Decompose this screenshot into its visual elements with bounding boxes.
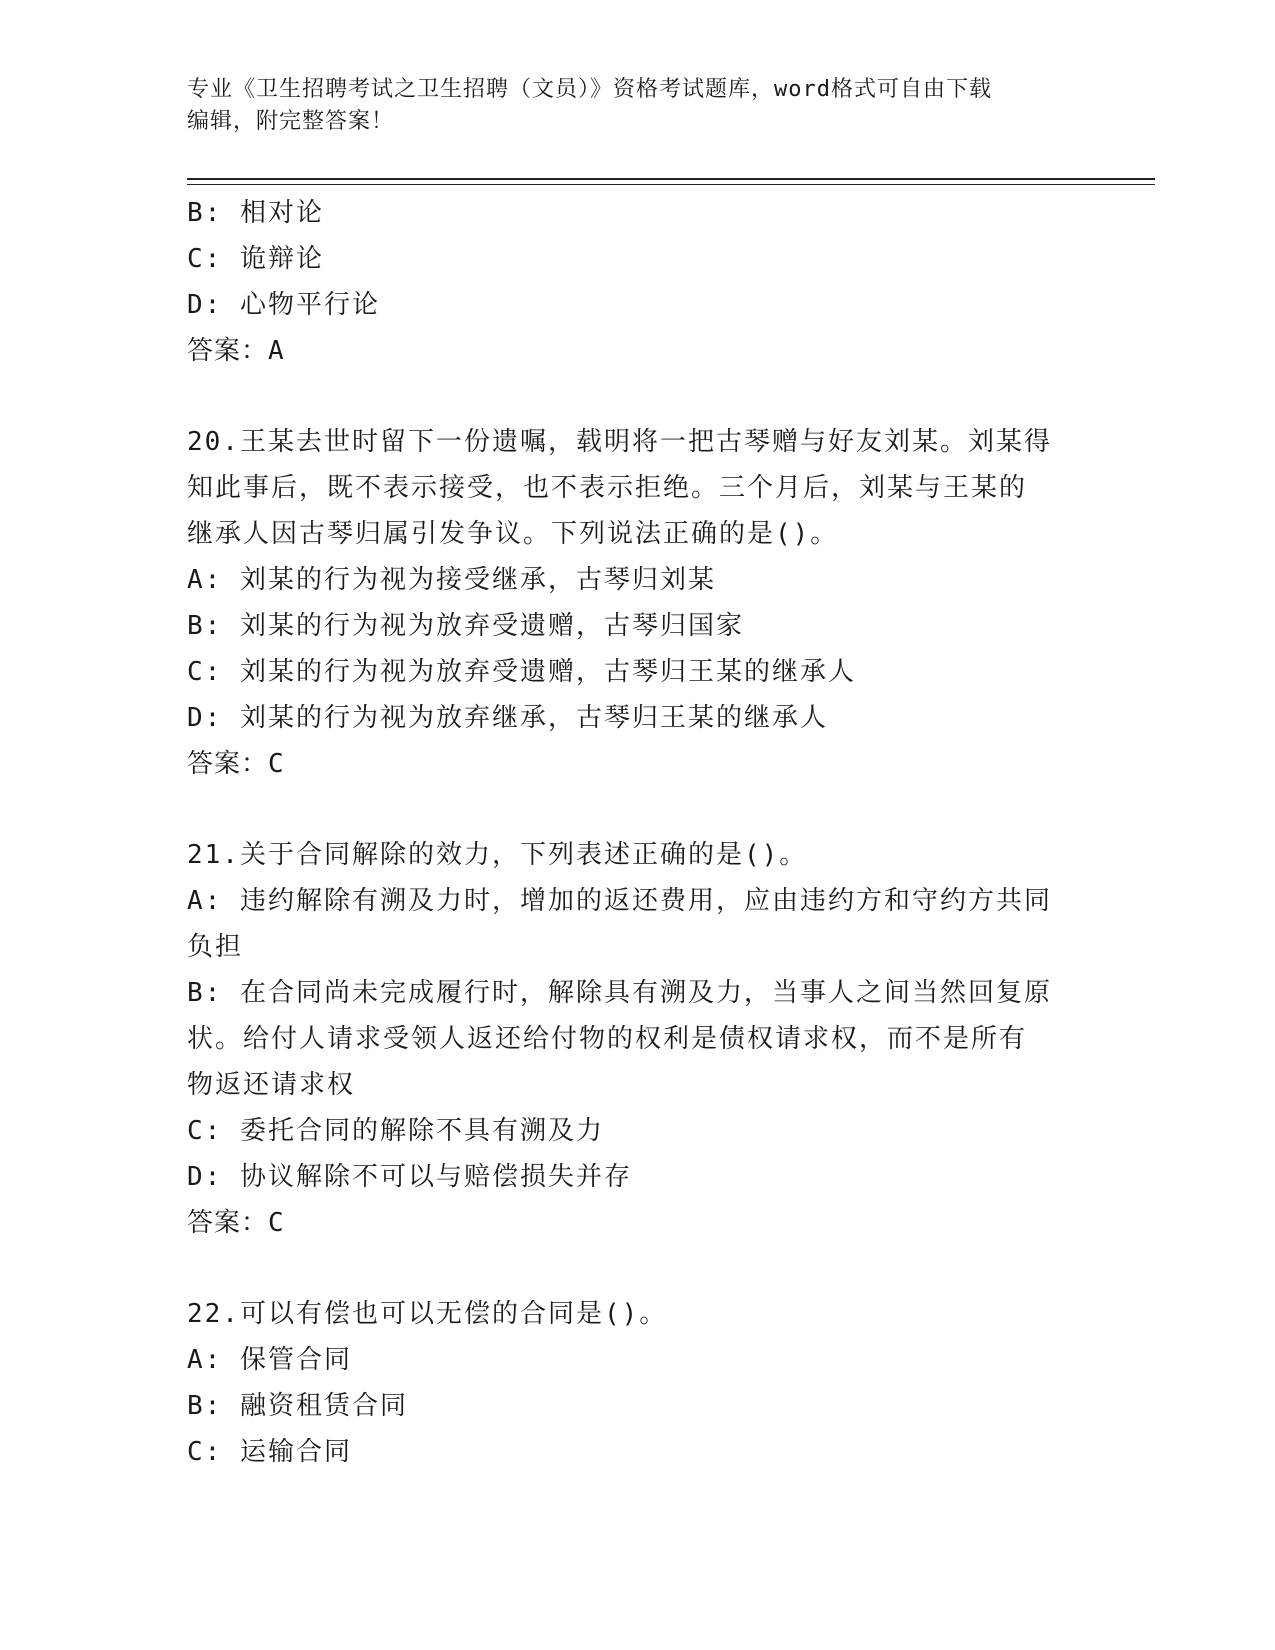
option-b-line: B: 在合同尚未完成履行时，解除具有溯及力，当事人之间当然回复原 (187, 978, 1052, 1008)
option-b: B: 刘某的行为视为放弃受遗赠，古琴归国家 (187, 611, 744, 641)
option-a: A: 保管合同 (187, 1345, 352, 1375)
question-stem-line: 继承人因古琴归属引发争议。下列说法正确的是()。 (187, 519, 839, 549)
document-header (187, 74, 1067, 138)
question-22 (187, 1291, 1087, 1475)
option-d: D: 刘某的行为视为放弃继承，古琴归王某的继承人 (187, 703, 828, 733)
answer: 答案：C (187, 749, 285, 779)
question-20 (187, 419, 1087, 787)
option-b-line: 状。给付人请求受领人返还给付物的权利是债权请求权，而不是所有 (187, 1024, 1028, 1054)
option-c: C: 刘某的行为视为放弃受遗赠，古琴归王某的继承人 (187, 657, 856, 687)
option-d: D: 心物平行论 (187, 290, 380, 320)
question-stem-line: 知此事后，既不表示接受，也不表示拒绝。三个月后，刘某与王某的 (187, 473, 1028, 503)
option-b-line: 物返还请求权 (187, 1070, 356, 1100)
header-line-2: 编辑，附完整答案！ (187, 109, 395, 134)
option-c: C: 委托合同的解除不具有溯及力 (187, 1116, 604, 1146)
answer: 答案：C (187, 1208, 285, 1238)
spacer (187, 1246, 1087, 1291)
option-d: D: 协议解除不可以与赔偿损失并存 (187, 1162, 632, 1192)
answer: 答案：A (187, 336, 285, 366)
option-a: A: 刘某的行为视为接受继承，古琴归刘某 (187, 565, 716, 595)
option-a-line: A: 违约解除有溯及力时，增加的返还费用，应由违约方和守约方共同 (187, 886, 1052, 916)
option-a-line: 负担 (187, 932, 244, 962)
header-rule-thick (187, 178, 1155, 180)
question-list (187, 190, 1087, 1475)
prev-question (187, 190, 1087, 374)
header-line-1: 专业《卫生招聘考试之卫生招聘（文员）》资格考试题库，word格式可自由下载 (187, 77, 992, 102)
question-stem-line: 22.可以有偿也可以无偿的合同是()。 (187, 1299, 668, 1329)
spacer (187, 374, 1087, 419)
question-stem-line: 20.王某去世时留下一份遗嘱，载明将一把古琴赠与好友刘某。刘某得 (187, 427, 1052, 457)
option-b: B: 相对论 (187, 198, 324, 228)
question-21 (187, 832, 1087, 1246)
spacer (187, 787, 1087, 832)
option-c: C: 诡辩论 (187, 244, 324, 274)
header-rule-thin (187, 184, 1155, 185)
option-b: B: 融资租赁合同 (187, 1391, 408, 1421)
option-c: C: 运输合同 (187, 1437, 352, 1467)
question-stem-line: 21.关于合同解除的效力，下列表述正确的是()。 (187, 840, 808, 870)
